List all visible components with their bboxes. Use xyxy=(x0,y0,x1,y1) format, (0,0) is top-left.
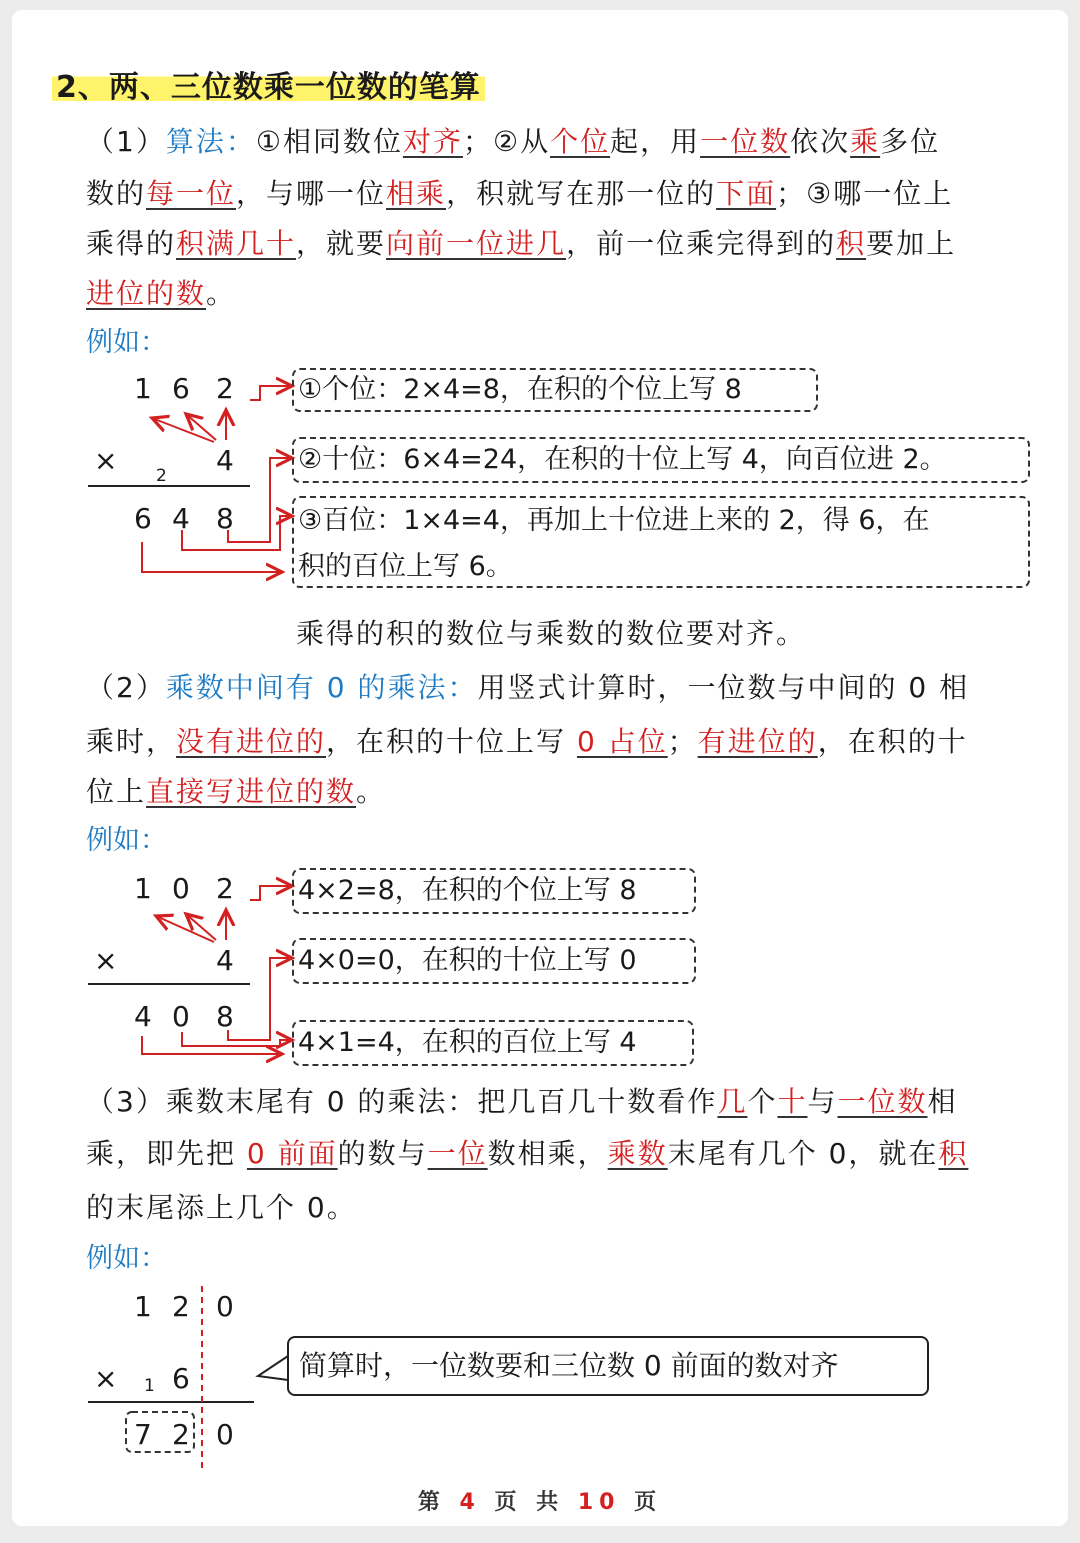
calc3-a-ones: 0 xyxy=(216,1290,234,1323)
calc3-a-tens: 2 xyxy=(172,1290,190,1323)
s2-example-label: 例如： xyxy=(86,825,167,856)
s3-line-1: （3）乘数末尾有 0 的乘法：把几百几十数看作几个十与一位数相 xyxy=(86,1085,958,1118)
bubble-tail xyxy=(258,1356,288,1380)
calc2-a-ones: 2 xyxy=(216,872,234,905)
s1-example-label: 例如： xyxy=(86,327,167,358)
s1-summary: 乘得的积的数位与乘数的数位要对齐。 xyxy=(296,617,807,650)
calc3-result-box xyxy=(126,1412,194,1452)
s2-line-3: 位上直接写进位的数。 xyxy=(86,775,387,808)
calc3-a-hundreds: 1 xyxy=(134,1290,152,1323)
calc2-a-hundreds: 1 xyxy=(134,872,152,905)
calc3-carry: 1 xyxy=(144,1376,155,1396)
calc3-r-hundreds: 7 xyxy=(134,1418,152,1451)
s1-line-3: 乘得的积满几十，就要向前一位进几，前一位乘完得到的积要加上 xyxy=(86,227,957,260)
calc3-r-tens: 2 xyxy=(172,1418,190,1451)
s3-line-2: 乘，即先把 0 前面的数与一位数相乘，乘数末尾有几个 0，就在积 xyxy=(86,1137,969,1170)
s1-line-2: 数的每一位，与哪一位相乘，积就写在那一位的下面；③哪一位上 xyxy=(86,177,954,210)
calc1-r-ones: 8 xyxy=(216,502,234,535)
section-title: 2、两、三位数乘一位数的笔算 xyxy=(52,62,485,106)
calc2-note-hundreds: 4×1=4，在积的百位上写 4 xyxy=(292,1020,694,1066)
page-footer: 第 4 页 共 10 页 xyxy=(417,1490,663,1515)
s3-line-3: 的末尾添上几个 0。 xyxy=(86,1191,357,1224)
calc1-note-tens: ②十位：6×4=24，在积的十位上写 4，向百位进 2。 xyxy=(292,437,1030,483)
s1-line-4: 进位的数。 xyxy=(86,277,237,310)
calc3-times: × xyxy=(94,1362,118,1395)
s3-example-label: 例如： xyxy=(86,1243,167,1274)
calc1-note-hundreds: ③百位：1×4=4，再加上十位进上来的 2，得 6，在 积的百位上写 6。 xyxy=(292,496,1030,588)
calc2-r-tens: 0 xyxy=(172,1000,190,1033)
calc3-r-ones: 0 xyxy=(216,1418,234,1451)
calc2-r-ones: 8 xyxy=(216,1000,234,1033)
calc1-b: 4 xyxy=(216,444,234,477)
s2-line-2: 乘时，没有进位的，在积的十位上写 0 占位；有进位的，在积的十 xyxy=(86,725,968,758)
calc2-r-hundreds: 4 xyxy=(134,1000,152,1033)
s1-line-1: （1）算法：①相同数位对齐；②从个位起，用一位数依次乘多位 xyxy=(86,125,941,158)
calc1-r-tens: 4 xyxy=(172,502,190,535)
calc3-b: 6 xyxy=(172,1362,190,1395)
calc2-note-tens: 4×0=0，在积的十位上写 0 xyxy=(292,938,696,984)
calc1-r-hundreds: 6 xyxy=(134,502,152,535)
calc2-a-tens: 0 xyxy=(172,872,190,905)
calc1-note-ones: ①个位：2×4=8，在积的个位上写 8 xyxy=(292,368,818,412)
calc2-note-ones: 4×2=8，在积的个位上写 8 xyxy=(292,868,696,914)
s2-line-1: （2）乘数中间有 0 的乘法：用竖式计算时，一位数与中间的 0 相 xyxy=(86,671,970,704)
calc1-a-ones: 2 xyxy=(216,372,234,405)
calc3-bubble: 简算时，一位数要和三位数 0 前面的数对齐 xyxy=(287,1336,929,1396)
calc1-times: × xyxy=(94,444,118,477)
calc1-carry: 2 xyxy=(156,466,167,486)
calc1-a-tens: 6 xyxy=(172,372,190,405)
calc2-times: × xyxy=(94,944,118,977)
calc2-b: 4 xyxy=(216,944,234,977)
calc1-a-hundreds: 1 xyxy=(134,372,152,405)
